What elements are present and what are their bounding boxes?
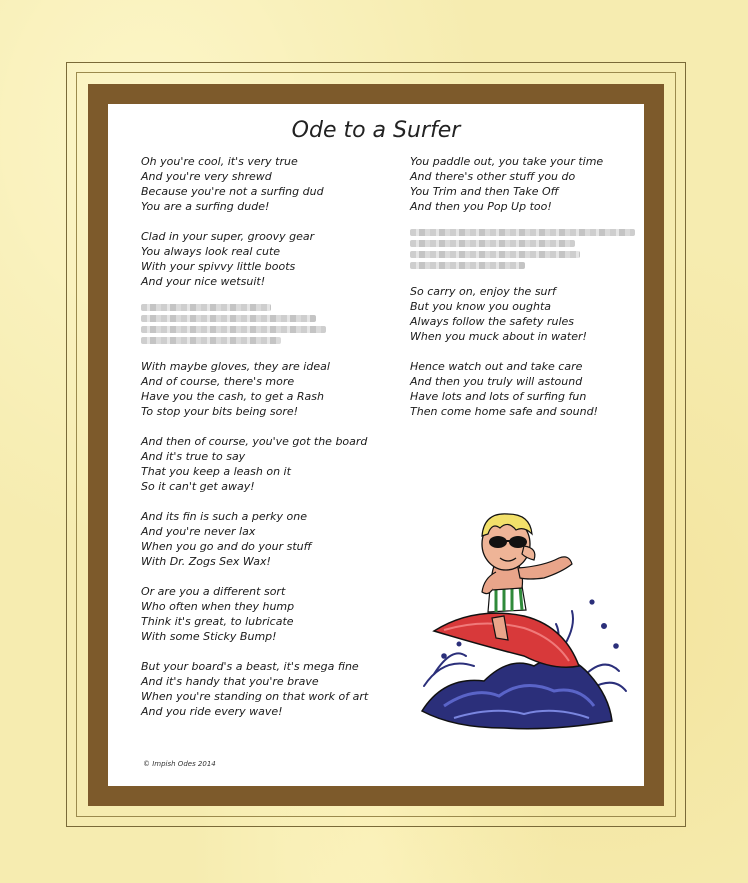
poem-line: And your nice wetsuit! bbox=[141, 275, 266, 288]
poem-line: Have you the cash, to get a Rash bbox=[141, 390, 324, 403]
poem-line: Always follow the safety rules bbox=[410, 315, 575, 328]
poem-line: And its fin is such a perky one bbox=[141, 510, 308, 523]
poem-line: And of course, there's more bbox=[141, 375, 295, 388]
redacted-stanza bbox=[141, 304, 391, 344]
poem-line: And you're very shrewd bbox=[141, 170, 272, 183]
stanza bbox=[410, 154, 640, 214]
left-column bbox=[141, 154, 391, 734]
poem-line: And it's handy that you're brave bbox=[141, 675, 319, 688]
poem-title: Ode to a Surfer bbox=[291, 118, 461, 143]
stanza bbox=[410, 284, 640, 344]
redacted-line bbox=[410, 229, 635, 236]
redacted-line bbox=[410, 251, 580, 258]
poem-line: And it's true to say bbox=[141, 450, 246, 463]
poem-line: Oh you're cool, it's very true bbox=[141, 155, 298, 168]
poem-line: And you're never lax bbox=[141, 525, 256, 538]
poem-line: To stop your bits being sore! bbox=[141, 405, 299, 418]
poem-line: And then you truly will astound bbox=[410, 375, 583, 388]
copyright-text: © Impish Odes 2014 bbox=[143, 760, 216, 768]
poem-line: And there's other stuff you do bbox=[410, 170, 576, 183]
right-column bbox=[410, 154, 640, 434]
poem-line: And then of course, you've got the board bbox=[141, 435, 368, 448]
poem-line: And then you Pop Up too! bbox=[410, 200, 552, 213]
surfer-cartoon-illustration bbox=[404, 506, 644, 736]
poem-line: Because you're not a surfing dud bbox=[141, 185, 324, 198]
poem-line: And you ride every wave! bbox=[141, 705, 283, 718]
redacted-line bbox=[141, 337, 281, 344]
poem-line: You paddle out, you take your time bbox=[410, 155, 604, 168]
stanza bbox=[141, 584, 391, 644]
redacted-line bbox=[141, 315, 316, 322]
stanza bbox=[141, 434, 391, 494]
stanza bbox=[141, 359, 391, 419]
poem-line: Have lots and lots of surfing fun bbox=[410, 390, 587, 403]
redacted-line bbox=[141, 304, 271, 311]
poem-line: But your board's a beast, it's mega fine bbox=[141, 660, 359, 673]
poem-line: So it can't get away! bbox=[141, 480, 255, 493]
poem-line: With your spivvy little boots bbox=[141, 260, 296, 273]
stanza bbox=[141, 229, 391, 289]
redacted-line bbox=[410, 240, 575, 247]
stanza bbox=[141, 154, 391, 214]
poem-line: When you go and do your stuff bbox=[141, 540, 312, 553]
poem-line: Then come home safe and sound! bbox=[410, 405, 598, 418]
poem-line: With maybe gloves, they are ideal bbox=[141, 360, 330, 373]
poem-line: You are a surfing dude! bbox=[141, 200, 270, 213]
redacted-line bbox=[410, 262, 525, 269]
poem-line: Clad in your super, groovy gear bbox=[141, 230, 315, 243]
poem-paper bbox=[108, 104, 644, 786]
poem-line: Hence watch out and take care bbox=[410, 360, 583, 373]
poem-line: You Trim and then Take Off bbox=[410, 185, 559, 198]
redacted-stanza bbox=[410, 229, 640, 269]
poem-line: So carry on, enjoy the surf bbox=[410, 285, 556, 298]
poem-line: When you're standing on that work of art bbox=[141, 690, 369, 703]
stanza bbox=[410, 359, 640, 419]
wave-shape bbox=[422, 658, 612, 729]
poem-line: Think it's great, to lubricate bbox=[141, 615, 294, 628]
stanza bbox=[141, 509, 391, 569]
poem-line: That you keep a leash on it bbox=[141, 465, 291, 478]
poem-line: When you muck about in water! bbox=[410, 330, 587, 343]
stanza bbox=[141, 659, 391, 719]
poem-line: You always look real cute bbox=[141, 245, 281, 258]
redacted-line bbox=[141, 326, 326, 333]
poem-line: Or are you a different sort bbox=[141, 585, 286, 598]
poem-line: With Dr. Zogs Sex Wax! bbox=[141, 555, 271, 568]
poem-line: With some Sticky Bump! bbox=[141, 630, 277, 643]
poem-line: But you know you oughta bbox=[410, 300, 552, 313]
poem-line: Who often when they hump bbox=[141, 600, 295, 613]
